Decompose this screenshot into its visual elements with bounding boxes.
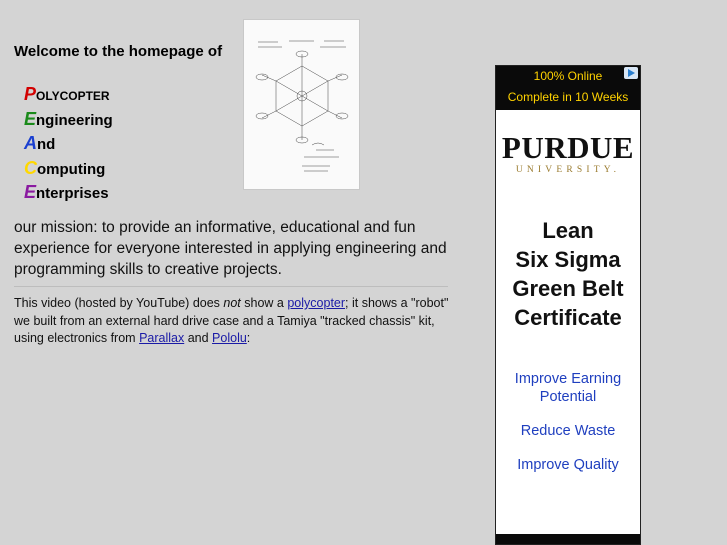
acronym-line xyxy=(24,131,113,156)
ad-headline-line: Six Sigma xyxy=(515,247,621,272)
acronym-word: omputing xyxy=(37,160,106,178)
video-emphasis: not xyxy=(223,296,241,310)
divider xyxy=(14,286,448,287)
ad-headline xyxy=(496,216,640,332)
acronym-word: nterprises xyxy=(36,185,109,202)
video-text: and xyxy=(184,331,213,345)
acronym-initial: E xyxy=(24,182,37,202)
acronym-word: nd xyxy=(37,136,56,153)
purdue-logo-subtext: UNIVERSITY. xyxy=(515,165,621,175)
ad-bottom-bar xyxy=(496,534,640,544)
video-text: show a xyxy=(240,296,288,310)
patent-drawing-image xyxy=(243,19,360,190)
ad-top-bar xyxy=(496,66,640,110)
video-text: ; it shows a "robot" we built from an external hard drive case and a Tamiya "tracked chassis" kit, using electronics from xyxy=(14,296,449,345)
ad-choices-icon[interactable] xyxy=(624,67,638,79)
ad-headline-line: Certificate xyxy=(514,305,622,330)
acronym-initial: P xyxy=(24,84,37,104)
video-description xyxy=(14,295,454,348)
pololu-link[interactable]: Pololu xyxy=(212,331,247,345)
acronym-initial: A xyxy=(24,133,37,153)
ad-link-quality[interactable]: Improve Quality xyxy=(517,457,619,473)
welcome-heading: Welcome to the homepage of xyxy=(14,43,223,60)
ad-headline-line: Green Belt xyxy=(512,276,624,301)
parallax-link[interactable]: Parallax xyxy=(139,331,185,345)
ad-top-line2: Complete in 10 Weeks xyxy=(507,90,629,104)
ad-top-line1: 100% Online xyxy=(533,69,603,83)
mission-statement: our mission: to provide an informative, educational and fun experience for everyone interested in applying engineering and programming skills to creative projects. xyxy=(14,219,447,278)
acronym-line xyxy=(24,180,113,205)
ad-link-waste[interactable]: Reduce Waste xyxy=(520,423,616,439)
video-text: This video (hosted by YouTube) does xyxy=(14,296,224,310)
acronym-line xyxy=(24,107,113,132)
purdue-ad-banner[interactable] xyxy=(495,65,641,545)
polycopter-link[interactable]: polycopter xyxy=(287,296,346,310)
acronym-line xyxy=(24,82,113,107)
purdue-logo-text: PURDUE xyxy=(501,130,635,165)
ad-link-earning[interactable]: Improve Earning Potential xyxy=(514,371,622,405)
acronym-line xyxy=(24,156,113,181)
acronym-list xyxy=(24,82,113,205)
acronym-initial: C xyxy=(24,157,37,178)
acronym-initial: E xyxy=(24,108,37,129)
video-text: : xyxy=(246,331,251,345)
acronym-word: OLYCOPTER xyxy=(36,89,110,103)
acronym-word: ngineering xyxy=(36,111,113,129)
ad-headline-line: Lean xyxy=(542,218,594,243)
